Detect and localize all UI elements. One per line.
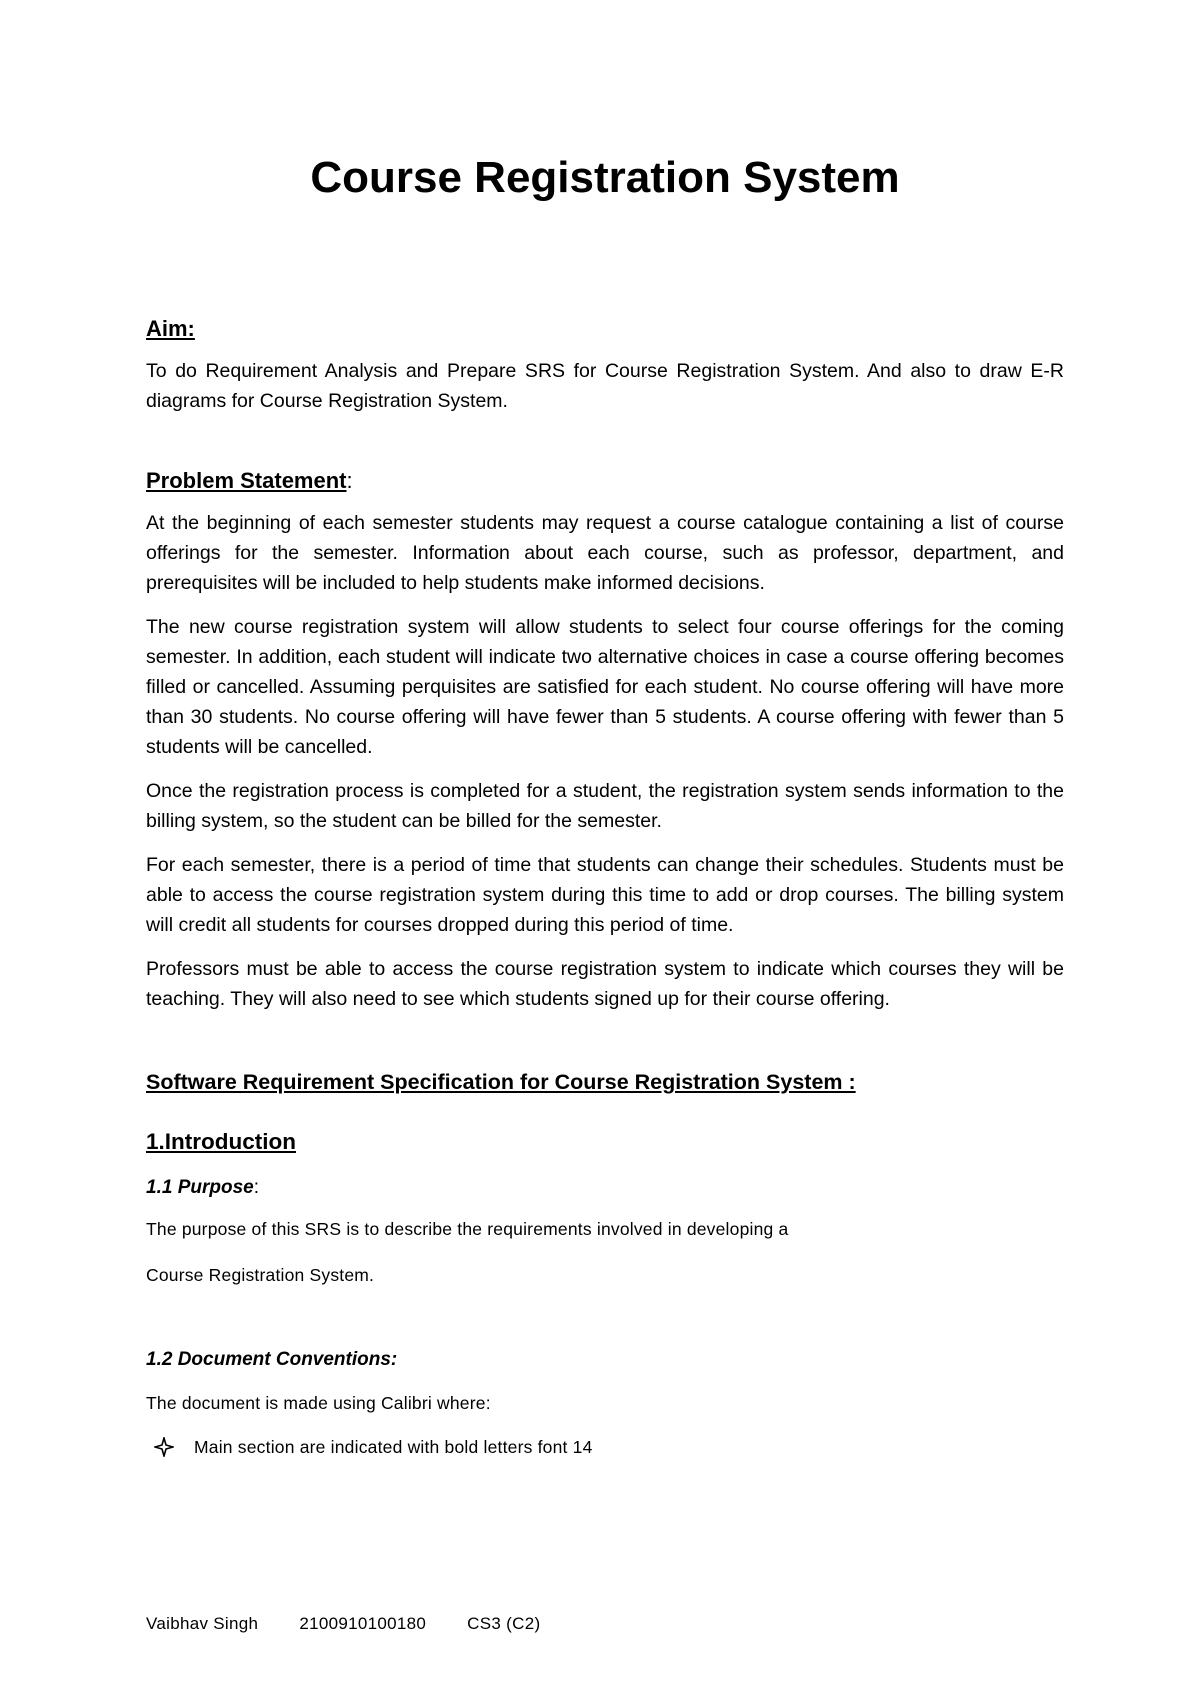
- footer-roll-number: 2100910100180: [299, 1614, 427, 1633]
- problem-heading-colon: :: [346, 468, 353, 493]
- purpose-heading-line: [146, 1177, 1064, 1199]
- four-point-star-outline-icon: [154, 1437, 174, 1457]
- purpose-heading: 1.1 Purpose: [146, 1177, 254, 1198]
- document-body: [146, 150, 1064, 1459]
- introduction-heading: 1.Introduction: [146, 1129, 296, 1154]
- bullet-item: [154, 1435, 1064, 1459]
- aim-heading: Aim:: [146, 316, 195, 341]
- footer-section: CS3 (C2): [467, 1614, 541, 1633]
- problem-paragraph-3: Once the registration process is completed for a student, the registration system sends information to the billing system, so the student can be billed for the semester.: [146, 780, 1064, 832]
- page-footer: [146, 1612, 576, 1636]
- footer-name: Vaibhav Singh: [146, 1614, 259, 1633]
- problem-paragraph-1: At the beginning of each semester students may request a course catalogue containing a list of course offerings for the semester. Information about each course, such as professor, department, and prerequisites will be included to help students make informed decisions.: [146, 512, 1064, 594]
- conventions-heading: 1.2 Document Conventions:: [146, 1349, 398, 1370]
- purpose-heading-colon: :: [253, 1177, 259, 1198]
- problem-paragraph-4: For each semester, there is a period of time that students can change their schedules. Students must be able to access the course registration system during this time to add or drop courses. The billing system will credit all students for courses dropped during this period of time.: [146, 854, 1064, 936]
- problem-heading: Problem Statement: [146, 468, 347, 493]
- purpose-text-line-1: The purpose of this SRS is to describe the requirements involved in developing a: [146, 1219, 789, 1239]
- conventions-text: The document is made using Calibri where:: [146, 1393, 491, 1413]
- problem-paragraph-2: The new course registration system will allow students to select four course offerings for the coming semester. In addition, each student will indicate two alternative choices in case a course offering becomes filled or cancelled. Assuming perquisites are satisfied for each student. No course offering will have more than 30 students. No course offering will have fewer than 5 students. A course offering with fewer than 5 students will be cancelled.: [146, 616, 1064, 758]
- problem-paragraph-5: Professors must be able to access the course registration system to indicate which courses they will be teaching. They will also need to see which students signed up for their course offering.: [146, 958, 1064, 1010]
- purpose-text-line-2: Course Registration System.: [146, 1265, 375, 1285]
- aim-text: To do Requirement Analysis and Prepare SRS for Course Registration System. And also to draw E-R diagrams for Course Registration System.: [146, 360, 1064, 412]
- bullet-text: Main section are indicated with bold letters font 14: [194, 1437, 593, 1457]
- page-title: Course Registration System: [310, 153, 900, 202]
- problem-heading-line: [146, 468, 1064, 494]
- srs-heading: Software Requirement Specification for Course Registration System :: [146, 1070, 856, 1094]
